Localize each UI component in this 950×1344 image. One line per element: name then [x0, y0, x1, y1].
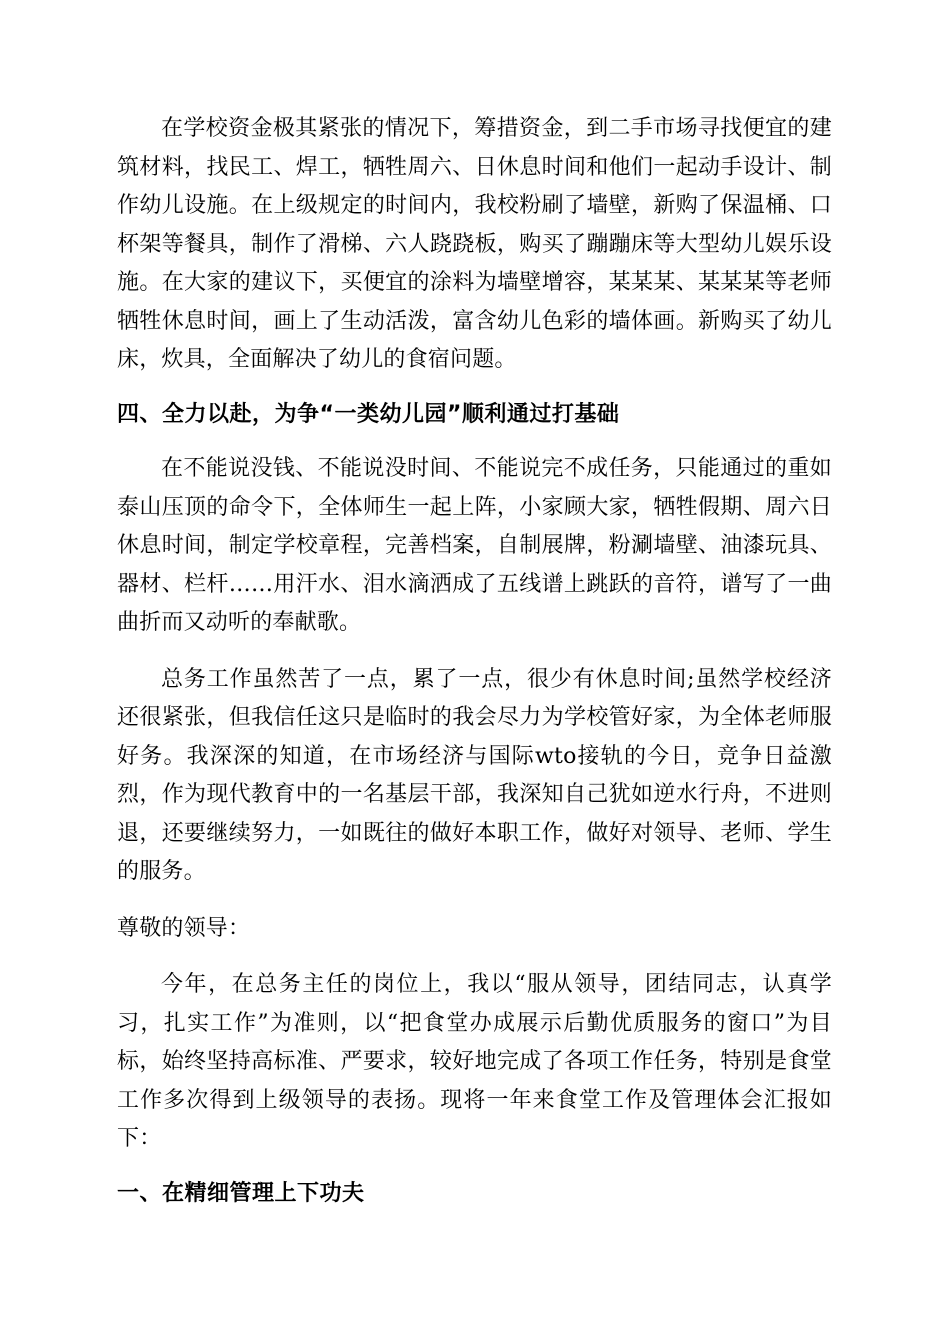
paragraph-kindergarten: 在不能说没钱、不能说没时间、不能说完不成任务，只能通过的重如泰山压顶的命令下，全体师生一起上阵，小家顾大家，牺牲假期、周六日休息时间，制定学校章程，完善档案，自制展牌，粉涮墙壁、油漆玩具、器材、栏杆……用汗水、泪水滴洒成了五线谱上跳跃的音符，谱写了一曲曲折而又动听的奉献歌。 [117, 456, 832, 635]
paragraph-summary: 总务工作虽然苦了一点，累了一点，很少有休息时间;虽然学校经济还很紧张，但我信任这只是临时的我会尽力为学校管好家，为全体老师服好务。我深深的知道，在市场经济与国际wto接轨的今日，竞争日益激烈，作为现代教育中的一名基层干部，我深知自己犹如逆水行舟，不进则退，还要继续努力，一如既往的做好本职工作，做好对领导、老师、学生的服务。 [117, 666, 832, 884]
salutation: 尊敬的领导： [117, 915, 251, 941]
section-heading-4: 四、全力以赴，为争“一类幼儿园”顺利通过打基础 [117, 401, 620, 427]
paragraph-intro: 今年，在总务主任的岗位上，我以“服从领导，团结同志，认真学习，扎实工作”为准则，以“把食堂办成展示后勤优质服务的窗口”为目标，始终坚持高标准、严要求，较好地完成了各项工作任务，特别是食堂工作多次得到上级领导的表扬。现将一年来食堂工作及管理体会汇报如下： [117, 972, 832, 1151]
section-heading-1: 一、在精细管理上下功夫 [117, 1180, 365, 1206]
document-page [117, 110, 832, 1213]
paragraph-facilities: 在学校资金极其紧张的情况下，筹措资金，到二手市场寻找便宜的建筑材料，找民工、焊工，牺牲周六、日休息时间和他们一起动手设计、制作幼儿设施。在上级规定的时间内，我校粉刷了墙壁，新购了保温桶、口杯架等餐具，制作了滑梯、六人跷跷板，购买了蹦蹦床等大型幼儿娱乐设施。在大家的建议下，买便宜的涂料为墙壁增容，某某某、某某某等老师牺牲休息时间，画上了生动活泼，富含幼儿色彩的墙体画。新购买了幼儿床，炊具，全面解决了幼儿的食宿问题。 [117, 116, 832, 372]
